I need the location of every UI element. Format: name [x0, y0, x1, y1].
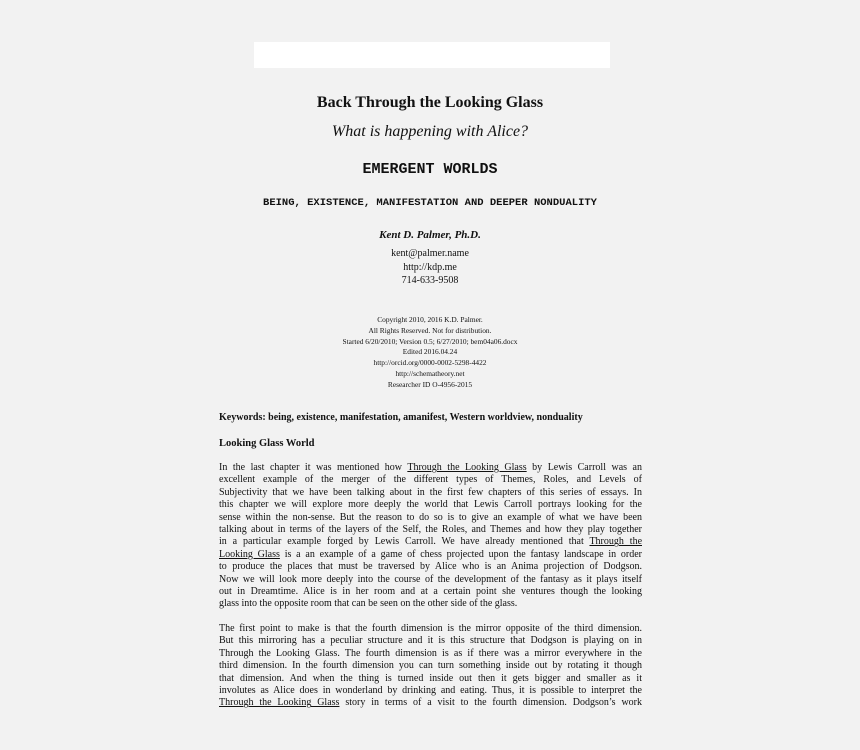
paragraph-line: third dimension. In the fourth dimension you can turn something inside out by rotating it though	[219, 660, 642, 672]
paragraph-line: Through the Looking Glass. The fourth dimension is as if there was a mirror everywhere in the	[219, 647, 642, 659]
document-title: Back Through the Looking Glass	[316, 94, 544, 111]
paragraph-line: Through the Looking Glass story in terms of a visit to the fourth dimension. Dodgson’s work	[219, 697, 642, 709]
author-contact	[0, 247, 860, 288]
copyright-line: Copyright 2010, 2016 K.D. Palmer.	[377, 315, 483, 324]
paragraph-line: out in Dreamtime. Alice is in her room and at a certain point she ventures though the looking	[219, 585, 642, 597]
paragraph-line: Now we will look more deeply into the course of the development of the fantasy as it plays itself	[219, 573, 642, 585]
paragraph-line: this chapter we will explore more deeply the world that Lewis Carroll portrays looking for the	[219, 499, 642, 511]
paragraph-line: Subjectivity that we have been talking about in the first few chapters of this series of essays. In	[219, 486, 642, 498]
paragraph-1	[219, 462, 642, 611]
author-email: kent@palmer.name	[391, 248, 469, 259]
version-line: Started 6/20/2010; Version 0.5; 6/27/2010; bem04a06.docx	[342, 336, 518, 346]
book-title-link: Through the	[589, 536, 642, 548]
rights-line: All Rights Reserved. Not for distribution.	[368, 325, 492, 335]
paragraph-line: that dimension. And when the thing is turned inside out then it gets bigger and smaller as it	[219, 672, 642, 684]
book-title-link: Through the Looking Glass	[407, 462, 527, 473]
paragraph-line: excellent example of the merger of the different types of Themes, Roles, and Levels of	[219, 474, 642, 486]
schematheory-line: http://schematheory.net	[395, 368, 465, 378]
paragraph-line: involutes as Alice does in wonderland by drinking and eating. Thus, it is possible to interpret the	[219, 684, 642, 696]
book-title-link: Looking Glass	[219, 548, 280, 560]
document-subtitle: What is happening with Alice?	[331, 123, 529, 140]
author-phone: 714-633-9508	[401, 275, 459, 286]
book-title-link: Through the Looking Glass	[219, 697, 340, 709]
paragraph-line: glass into the opposite room that can be seen on the other side of the glass.	[219, 598, 518, 610]
paragraph-line: The first point to make is that the fourth dimension is the mirror opposite of the third dimension.	[219, 623, 642, 634]
paragraph-line: sense within the non-sense. But the reason to do so is to give an example of what we have been	[219, 511, 642, 523]
keywords: Keywords: being, existence, manifestation, amanifest, Western worldview, nonduality	[219, 412, 583, 423]
paragraph-line: talking about in terms of the layers of the Self, the Roles, and Themes and how they play together	[219, 523, 642, 535]
paragraph-line: Looking Glass is a an example of a game of chess projected upon the fantasy landscape in order	[219, 548, 642, 560]
paragraph-line: In the last chapter it was mentioned how Through the Looking Glass by Lewis Carroll was an	[219, 462, 642, 473]
header-blank-box	[254, 42, 610, 68]
section-title: Looking Glass World	[219, 438, 315, 449]
author-name: Kent D. Palmer, Ph.D.	[379, 229, 481, 241]
paragraph-2	[219, 623, 642, 710]
researcher-id-line: Researcher ID O-4956-2015	[387, 379, 473, 389]
orcid-line: http://orcid.org/0000-0002-5298-4422	[373, 358, 487, 368]
section-heading: EMERGENT WORLDS	[362, 161, 498, 178]
paragraph-line: in a particular example forged by Lewis Carroll. We have already mentioned that Through the	[219, 536, 642, 548]
section-subheading: BEING, EXISTENCE, MANIFESTATION AND DEEPER NONDUALITY	[263, 197, 597, 209]
paragraph-line: to produce the places that must be traversed by Alice who is an Anima projection of Dodgson.	[219, 561, 642, 573]
copyright-block	[0, 315, 860, 391]
author-website: http://kdp.me	[403, 261, 457, 273]
edited-line: Edited 2016.04.24	[402, 347, 458, 357]
paragraph-line: But this mirroring has a peculiar structure and it is this structure that Dodgson is playing on in	[219, 635, 642, 647]
